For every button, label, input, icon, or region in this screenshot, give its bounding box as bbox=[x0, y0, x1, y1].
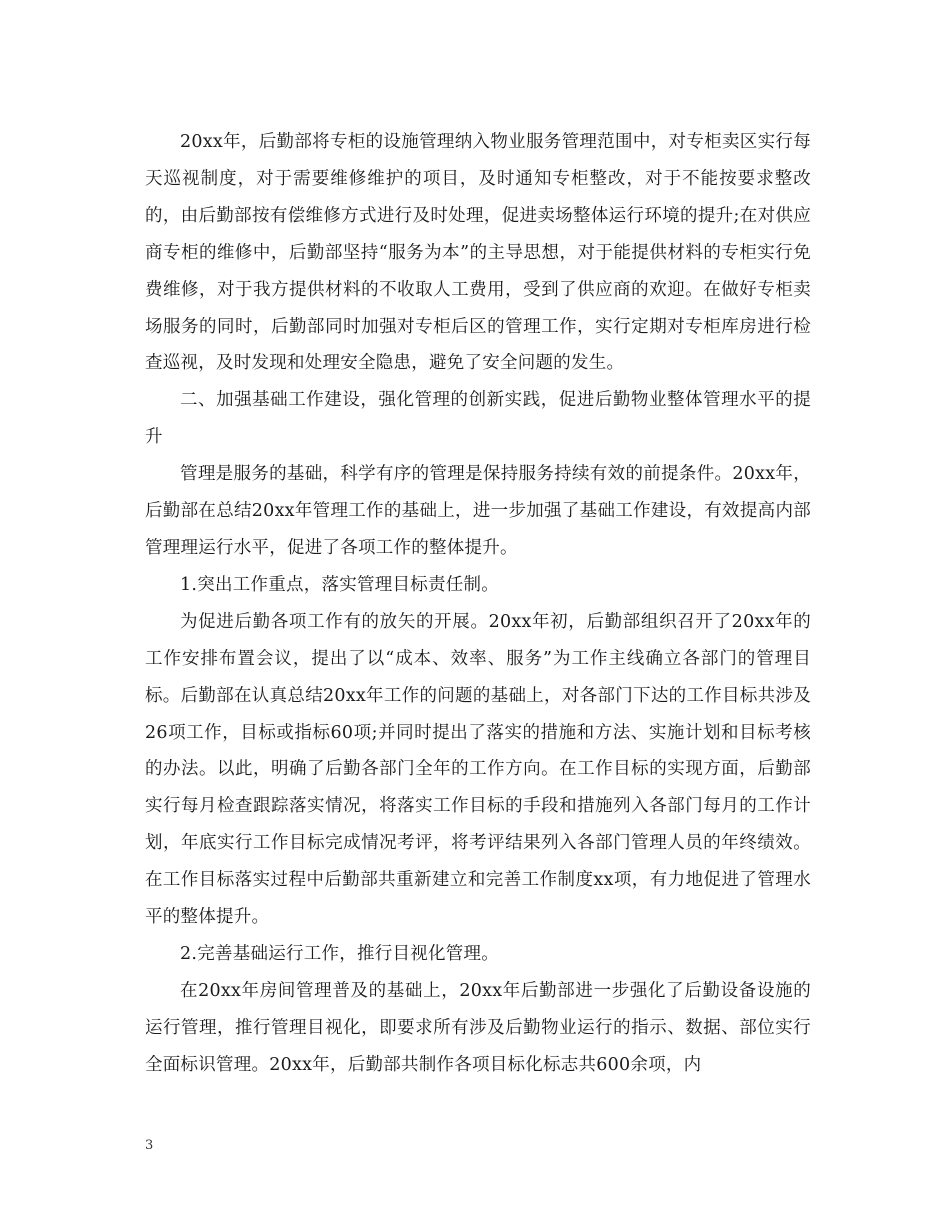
subheading-2: 2.完善基础运行工作，推行目视化管理。 bbox=[180, 943, 499, 964]
document-body bbox=[145, 124, 811, 1084]
paragraph-target-responsibility: 为促进后勤各项工作有的放矢的开展。20xx年初，后勤部组织召开了20xx年的工作安排布置会议，提出了以“成本、效率、服务”为工作主线确立各部门的管理目标。后勤部在认真总结20xx年工作的问题的基础上，对各部门下达的工作目标共涉及26项工作，目标或指标60项;并同时提出了落实的措施和方法、实施计划和目标考核的办法。以此，明确了后勤各部门全年的工作方向。在工作目标的实现方面，后勤部实行每月检查跟踪落实情况，将落实工作目标的手段和措施列入各部门每月的工作计划，年底实行工作目标完成情况考评，将考评结果列入各部门管理人员的年终绩效。在工作目标落实过程中后勤部共重新建立和完善工作制度xx项，有力地促进了管理水平的整体提升。 bbox=[145, 611, 811, 928]
page-number: 3 bbox=[145, 1138, 154, 1153]
paragraph-management-foundation: 管理是服务的基础，科学有序的管理是保持服务持续有效的前提条件。20xx年，后勤部在总结20xx年管理工作的基础上，进一步加强了基础工作建设，有效提高内部管理理运行水平，促进了各项工作的整体提升。 bbox=[145, 464, 811, 558]
paragraph-facility-management: 20xx年，后勤部将专柜的设施管理纳入物业服务管理范围中，对专柜卖区实行每天巡视制度，对于需要维修维护的项目，及时通知专柜整改，对于不能按要求整改的，由后勤部按有偿维修方式进行及时处理，促进卖场整体运行环境的提升;在对供应商专柜的维修中，后勤部坚持“服务为本”的主导思想，对于能提供材料的专柜实行免费维修，对于我方提供材料的不收取人工费用，受到了供应商的欢迎。在做好专柜卖场服务的同时，后勤部同时加强对专柜后区的管理工作，实行定期对专柜库房进行检查巡视，及时发现和处理安全隐患，避免了安全问题的发生。 bbox=[145, 132, 811, 374]
subheading-1: 1.突出工作重点，落实管理目标责任制。 bbox=[180, 574, 499, 595]
section-heading-2: 二、加强基础工作建设，强化管理的创新实践，促进后勤物业整体管理水平的提升 bbox=[145, 390, 811, 448]
paragraph-visual-management: 在20xx年房间管理普及的基础上，20xx年后勤部进一步强化了后勤设备设施的运行管理，推行管理目视化，即要求所有涉及后勤物业运行的指示、数据、部位实行全面标识管理。20xx年，后勤部共制作各项目标化标志共600余项，内 bbox=[145, 980, 811, 1075]
